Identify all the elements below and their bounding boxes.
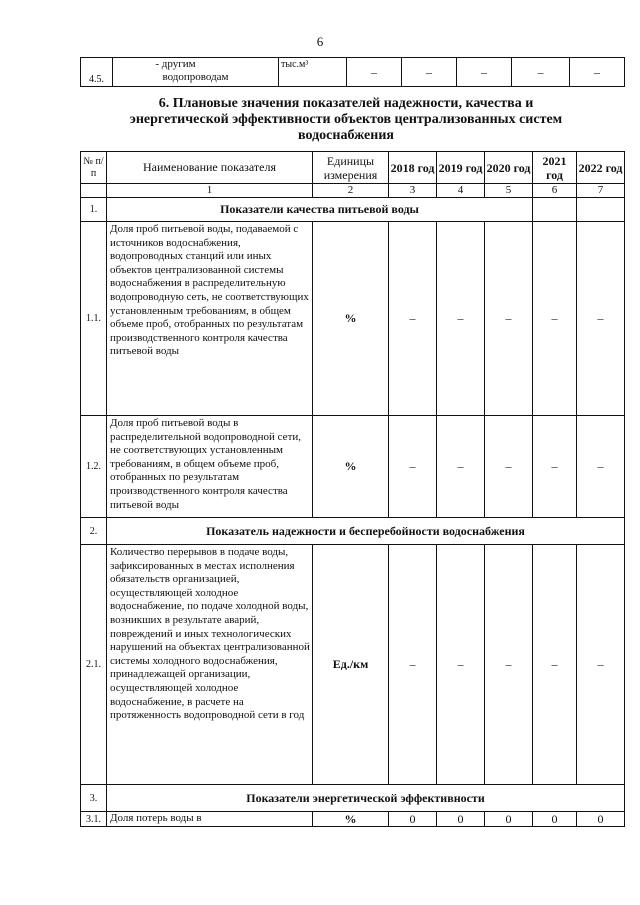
page-number: 6 bbox=[316, 34, 324, 49]
heading-line: водоснабжения bbox=[298, 128, 394, 143]
unit: тыс.м³ bbox=[279, 58, 347, 87]
indicator-name: Доля проб питьевой воды в распределительной водопроводной сети, не соответствующих установленным требованиям, в общем объеме проб, отобранных по результатам производственного контроля качества питьевой воды bbox=[107, 416, 313, 518]
value-cell: – bbox=[577, 545, 625, 785]
value-cell: – bbox=[437, 416, 485, 518]
value-cell: – bbox=[437, 545, 485, 785]
column-number bbox=[81, 184, 107, 198]
value-cell: – bbox=[485, 545, 533, 785]
header-year: 2021 год bbox=[533, 152, 577, 184]
value-cell: – bbox=[389, 222, 437, 416]
unit: % bbox=[313, 416, 389, 518]
section-title: Показатели качества питьевой воды bbox=[107, 198, 533, 222]
header-year: 2022 год bbox=[577, 152, 625, 184]
value-cell: 0 bbox=[389, 812, 437, 827]
indicator-name: Доля проб питьевой воды, подаваемой с источников водоснабжения, водопроводных станций или иных объектов централизованной системы водоснабжения в распределительную водопроводную сеть, не соответствующих установленным требованиям, в общем объеме проб, отобранных по результатам производственного контроля качества питьевой воды bbox=[107, 222, 313, 416]
value-cell: – bbox=[389, 545, 437, 785]
section-title: Показатели энергетической эффективности bbox=[107, 785, 625, 812]
value-cell: – bbox=[533, 222, 577, 416]
header-year: 2020 год bbox=[485, 152, 533, 184]
section-number: 1. bbox=[81, 198, 107, 222]
header-unit: Единицы измерения bbox=[313, 152, 389, 184]
column-number: 6 bbox=[533, 184, 577, 198]
empty-cell bbox=[577, 198, 625, 222]
empty-cell bbox=[533, 198, 577, 222]
value-cell: – bbox=[437, 222, 485, 416]
table-row bbox=[81, 545, 625, 785]
value-cell: – bbox=[533, 545, 577, 785]
value-cell: 0 bbox=[485, 812, 533, 827]
unit: % bbox=[313, 222, 389, 416]
column-number: 4 bbox=[437, 184, 485, 198]
column-number: 5 bbox=[485, 184, 533, 198]
table-row bbox=[81, 222, 625, 416]
column-number: 1 bbox=[107, 184, 313, 198]
table-row bbox=[81, 58, 625, 87]
row-number: 4.5. bbox=[81, 58, 113, 87]
header-name: Наименование показателя bbox=[107, 152, 313, 184]
indicator-name: Доля потерь воды в bbox=[107, 812, 313, 827]
column-number: 3 bbox=[389, 184, 437, 198]
section-row bbox=[81, 518, 625, 545]
section-row bbox=[81, 198, 625, 222]
section-row bbox=[81, 785, 625, 812]
name-line: - другим bbox=[155, 58, 196, 70]
indicator-name bbox=[113, 58, 279, 87]
heading-line: энергетической эффективности объектов централизованных систем bbox=[129, 112, 563, 127]
value-cell: – bbox=[512, 58, 570, 87]
header-year: 2018 год bbox=[389, 152, 437, 184]
name-line: водопроводам bbox=[162, 71, 229, 83]
value-cell: 0 bbox=[533, 812, 577, 827]
column-number: 2 bbox=[313, 184, 389, 198]
heading-line: 6. Плановые значения показателей надежности, качества и bbox=[158, 96, 534, 111]
unit: % bbox=[313, 812, 389, 827]
header-num: № п/п bbox=[81, 152, 107, 184]
column-number-row bbox=[81, 184, 625, 198]
row-number: 3.1. bbox=[81, 812, 107, 827]
value-cell: – bbox=[577, 222, 625, 416]
value-cell: – bbox=[577, 416, 625, 518]
row-number: 2.1. bbox=[81, 545, 107, 785]
value-cell: – bbox=[457, 58, 512, 87]
header-row bbox=[81, 152, 625, 184]
table-row bbox=[81, 812, 625, 827]
value-cell: 0 bbox=[577, 812, 625, 827]
value-cell: – bbox=[485, 416, 533, 518]
header-year: 2019 год bbox=[437, 152, 485, 184]
row-number: 1.1. bbox=[81, 222, 107, 416]
column-number: 7 bbox=[577, 184, 625, 198]
previous-table-tail bbox=[80, 57, 625, 87]
row-number: 1.2. bbox=[81, 416, 107, 518]
unit: Ед./км bbox=[313, 545, 389, 785]
value-cell: – bbox=[570, 58, 625, 87]
value-cell: – bbox=[402, 58, 457, 87]
value-cell: – bbox=[485, 222, 533, 416]
value-cell: – bbox=[347, 58, 402, 87]
section-number: 3. bbox=[81, 785, 107, 812]
indicators-table bbox=[80, 151, 625, 827]
section-number: 2. bbox=[81, 518, 107, 545]
section-title: Показатель надежности и бесперебойности водоснабжения bbox=[107, 518, 625, 545]
value-cell: – bbox=[533, 416, 577, 518]
section-heading bbox=[96, 96, 596, 144]
indicator-name: Количество перерывов в подаче воды, зафиксированных в местах исполнения обязательств организацией, осуществляющей холодное водоснабжение, по подаче холодной воды, возникших в результате аварий, повреждений и иных технологических нарушений на объектах централизованной системы холодного водоснабжения, принадлежащей организации, осуществляющей холодное водоснабжение, в расчете на протяженность водопроводной сети в год bbox=[107, 545, 313, 785]
value-cell: – bbox=[389, 416, 437, 518]
table-row bbox=[81, 416, 625, 518]
value-cell: 0 bbox=[437, 812, 485, 827]
